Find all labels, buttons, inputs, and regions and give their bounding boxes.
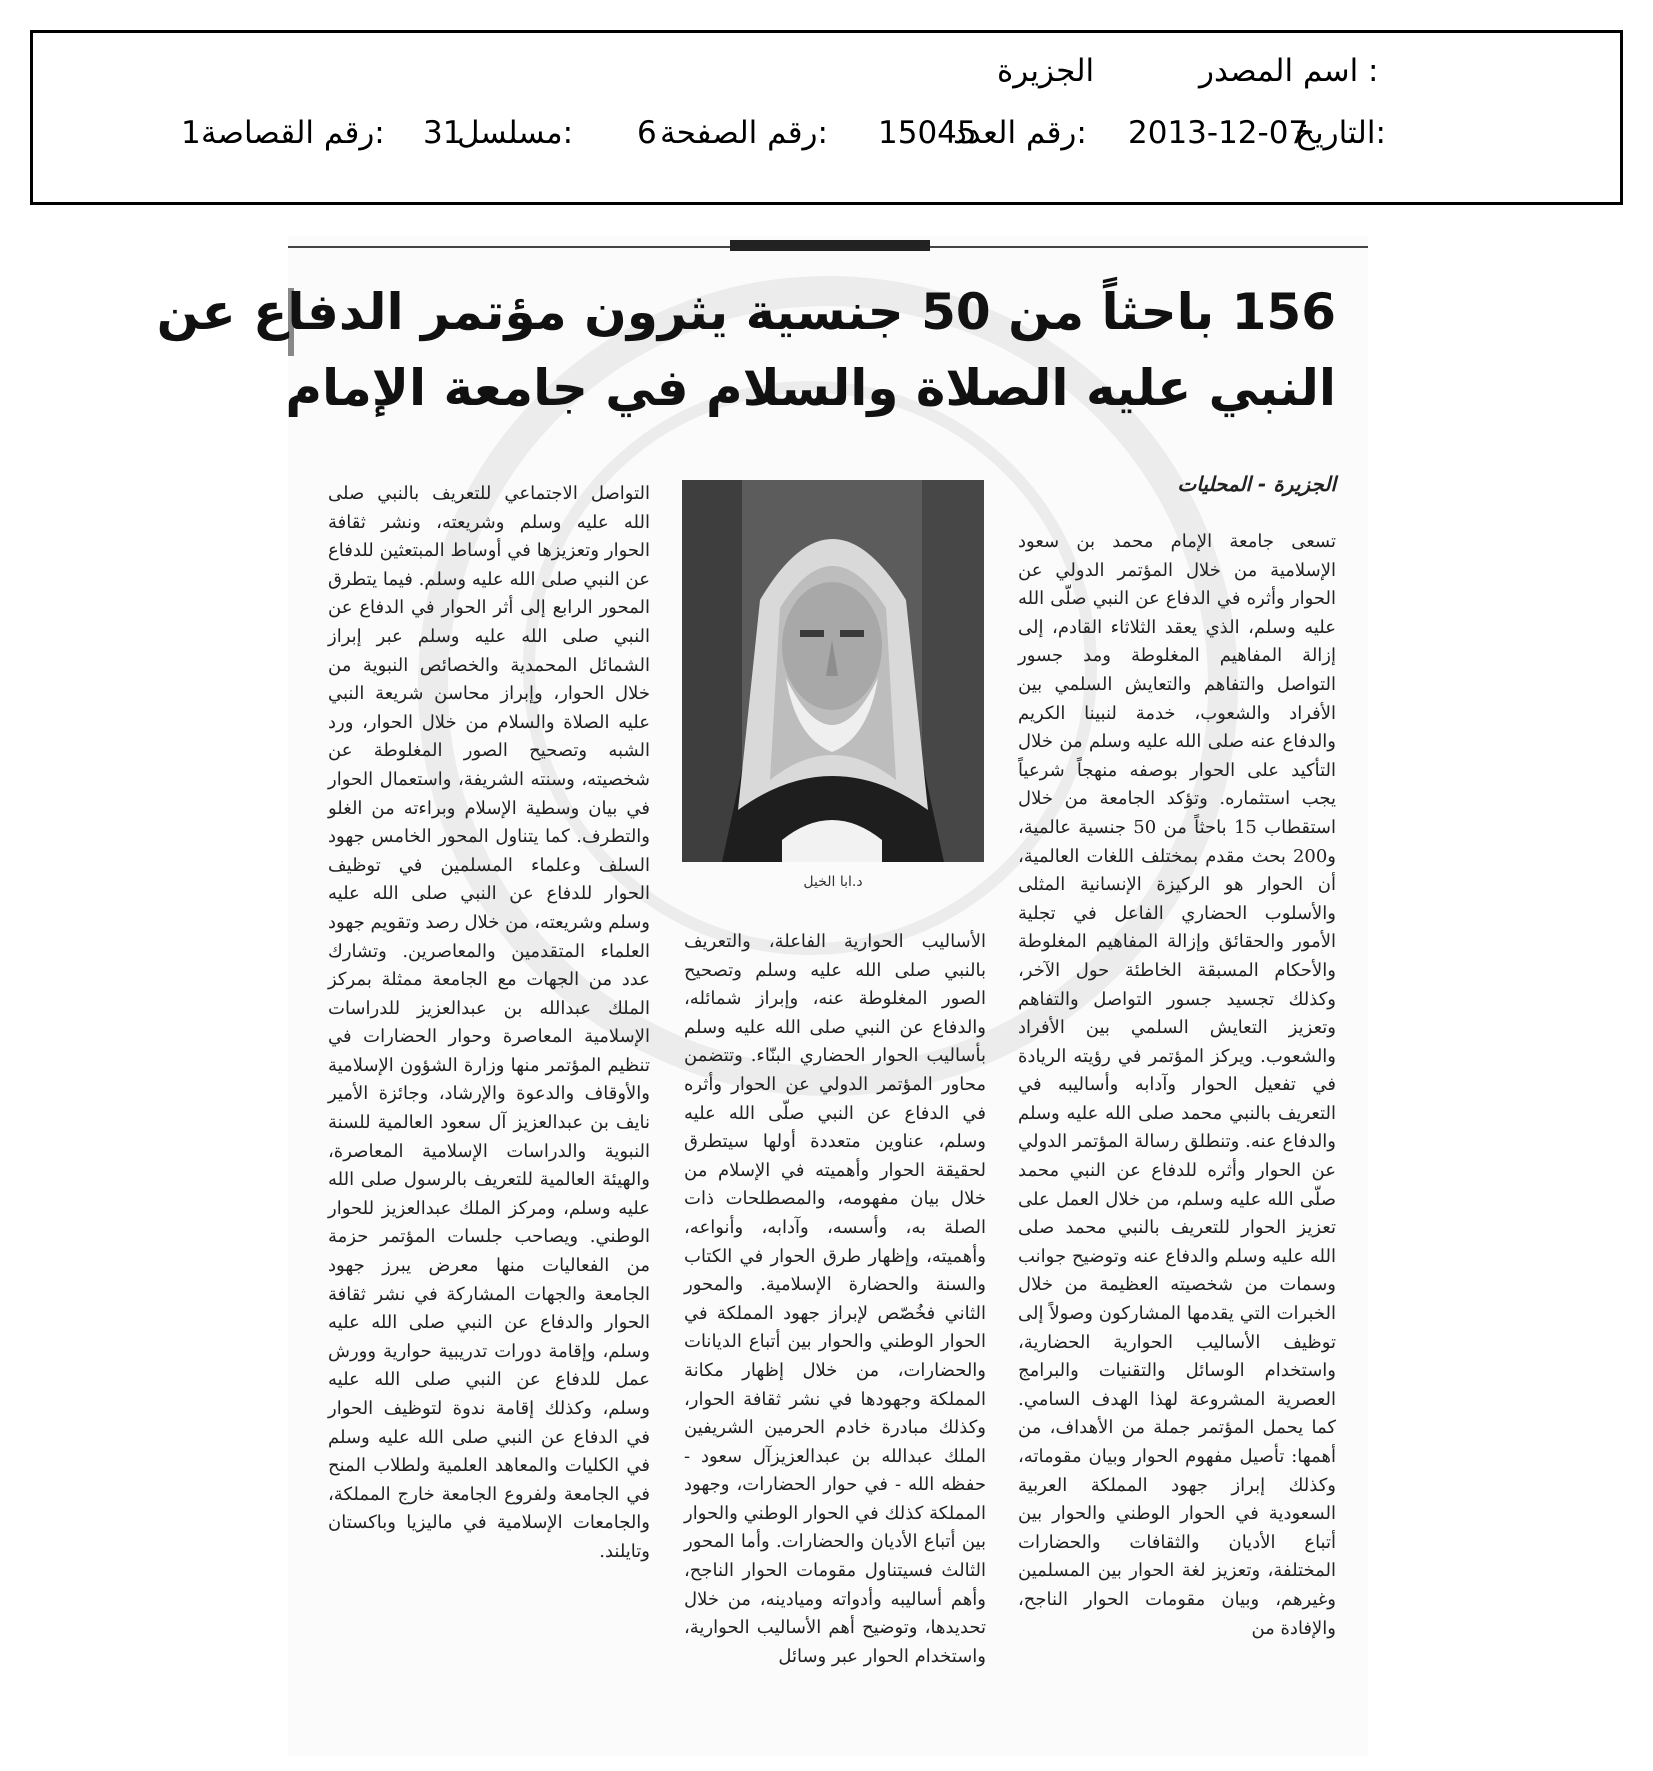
source-value: الجزيرة — [997, 53, 1095, 89]
header-rule-accent — [730, 240, 930, 251]
page-number-label: رقم الصفحة: — [660, 115, 828, 151]
source-metadata-box — [30, 30, 1623, 205]
serial-value: 31 — [423, 115, 463, 151]
source-label: اسم المصدر : — [1199, 53, 1379, 89]
issue-number-value: 15045 — [878, 115, 977, 151]
date-value: 2013-12-07 — [1128, 115, 1309, 151]
page-number-value: 6 — [637, 115, 657, 151]
clip-number-value: 1 — [181, 115, 201, 151]
headline-line-2: النبي عليه الصلاة والسلام في جامعة الإمام — [285, 359, 1336, 417]
newspaper-clipping — [156, 236, 1368, 1756]
headline-line-1: 156 باحثاً من 50 جنسية يثرون مؤتمر الدفاع عن — [156, 283, 1336, 341]
article-headline — [156, 274, 1336, 426]
article-photo — [682, 480, 984, 862]
portrait-illustration — [682, 480, 984, 862]
issue-number-label: رقم العدد: — [953, 115, 1087, 151]
article-column-3: التواصل الاجتماعي للتعريف بالنبي صلى الله عليه وسلم وشريعته، ونشر ثقافة الحوار وتعزيزها في أوساط المبتعثين للدفاع عن النبي صلى الله عليه وسلم. فيما يتطرق المحور الرابع إلى أثر الحوار في الدفاع عن النبي صلى الله عليه وسلم عبر إبراز الشمائل المحمدية والخصائص النبوية من خلال الحوار، وإبراز محاسن شريعة النبي عليه الصلاة والسلام من خلال الحوار، ورد الشبه وتصحيح الصور المغلوطة عن شخصيته، وسنته الشريفة، واستعمال الحوار في بيان وسطية الإسلام وبراءته من الغلو والتطرف. كما يتناول المحور الخامس جهود السلف وعلماء المسلمين في توظيف الحوار للدفاع عن النبي صلى الله عليه وسلم وشريعته، من خلال رصد وتقويم جهود العلماء المتقدمين والمعاصرين. وتشارك عدد من الجهات مع الجامعة ممثلة بمركز الملك عبدالله بن عبدالعزيز للدراسات الإسلامية المعاصرة وحوار الحضارات في تنظيم المؤتمر منها وزارة الشؤون الإسلامية والأوقاف والدعوة والإرشاد، وجائزة الأمير نايف بن عبدالعزيز آل سعود العالمية للسنة النبوية والدراسات الإسلامية المعاصرة، والهيئة العالمية للتعريف بالرسول صلى الله عليه وسلم، ومركز الملك عبدالعزيز للحوار الوطني. ويصاحب جلسات المؤتمر حزمة من الفعاليات منها معرض يبرز جهود الجامعة والجهات المشاركة في نشر ثقافة الحوار والدفاع عن النبي صلى الله عليه وسلم، وإقامة دورات تدريبية حوارية وورش عمل للدفاع عن النبي صلى الله عليه وسلم، وكذلك إقامة ندوة لتوظيف الحوار في الدفاع عن النبي صلى الله عليه وسلم في الكليات والمعاهد العلمية ولطلاب المنح في الجامعة ولفروع الجامعة خارج المملكة، والجامعات الإسلامية في ماليزيا وباكستان وتايلند. — [328, 483, 650, 1562]
article-column-2: الأساليب الحوارية الفاعلة، والتعريف بالنبي صلى الله عليه وسلم وتصحيح الصور المغلوطة عنه، وإبراز شمائله، والدفاع عن النبي صلى الله عليه وسلم بأساليب الحوار الحضاري البنّاء. وتتضمن محاور المؤتمر الدولي عن الحوار وأثره في الدفاع عن النبي صلّى الله عليه وسلم، عناوين متعددة أولها سيتطرق لحقيقة الحوار وأهميته في الإسلام من خلال بيان مفهومه، والمصطلحات ذات الصلة به، وأسسه، وآدابه، وأنواعه، وأهميته، وإظهار طرق الحوار في الكتاب والسنة والحضارة الإسلامية. والمحور الثاني فخُصّص لإبراز جهود المملكة في الحوار الوطني والحوار بين أتباع الديانات والحضارات، من خلال إظهار مكانة المملكة وجهودها في نشر ثقافة الحوار، وكذلك مبادرة خادم الحرمين الشريفين الملك عبدالله بن عبدالعزيزآل سعود - حفظه الله - في حوار الحضارات، وجهود المملكة كذلك في الحوار الوطني والحوار بين أتباع الأديان والحضارات. وأما المحور الثالث فسيتناول مقومات الحوار الناجح، وأهم أساليبه وأدواته وميادينه، من خلال تحديدها، وتوضيح أهم الأساليب الحوارية، واستخدام الحوار عبر وسائل — [684, 931, 986, 1667]
date-label: التاريخ: — [1295, 115, 1386, 151]
photo-caption: د.ابا الخيل — [803, 874, 863, 890]
article-byline: الجزيرة - المحليات — [1177, 472, 1336, 496]
clip-number-label: رقم القصاصة: — [201, 115, 385, 151]
article-column-1: تسعى جامعة الإمام محمد بن سعود الإسلامية من خلال المؤتمر الدولي عن الحوار وأثره في الدفاع عن النبي صلّى الله عليه وسلم، الذي يعقد الثلاثاء القادم، إلى إزالة المفاهيم المغلوطة ومد جسور التواصل والتفاهم والتعايش السلمي بين الأفراد والشعوب، خدمة لنبينا الكريم والدفاع عنه صلى الله عليه وسلم من خلال التأكيد على الحوار بوصفه منهجاً شرعياً يجب استثماره. وتؤكد الجامعة من خلال استقطاب 15 باحثاً من 50 جنسية عالمية، و200 بحث مقدم بمختلف اللغات العالمية، أن الحوار هو الركيزة الإنسانية المثلى والأسلوب الحضاري الفاعل في تجلية الأمور والحقائق وإزالة المفاهيم المغلوطة والأحكام المسبقة الخاطئة حول الآخر، وكذلك تجسيد جسور التواصل والتفاهم وتعزيز التعايش السلمي بين الأفراد والشعوب. ويركز المؤتمر في رؤيته الريادة في تفعيل الحوار وآدابه وأساليبه في التعريف بالنبي محمد صلى الله عليه وسلم والدفاع عنه. وتنطلق رسالة المؤتمر الدولي عن الحوار وأثره للدفاع عن النبي محمد صلّى الله عليه وسلم، من خلال العمل على تعزيز الحوار للتعريف بالنبي محمد صلى الله عليه وسلم والدفاع عنه وتوضيح جوانب وسمات من شخصيته العظيمة من خلال الخبرات التي يقدمها المشاركون وصولاً إلى توظيف الأساليب الحوارية الحضارية، واستخدام الوسائل والتقنيات والبرامج العصرية المشروعة لهذا الهدف السامي. كما يحمل المؤتمر جملة من الأهداف، من أهمها: تأصيل مفهوم الحوار وبيان مقوماته، وكذلك إبراز جهود المملكة العربية السعودية في الحوار الوطني والحوار بين أتباع الأديان والثقافات والحضارات المختلفة، وتعزيز لغة الحوار بين المسلمين وغيرهم، وبيان مقومات الحوار الناجح، والإفادة من — [1018, 531, 1336, 1639]
serial-label: مسلسل: — [457, 115, 574, 151]
